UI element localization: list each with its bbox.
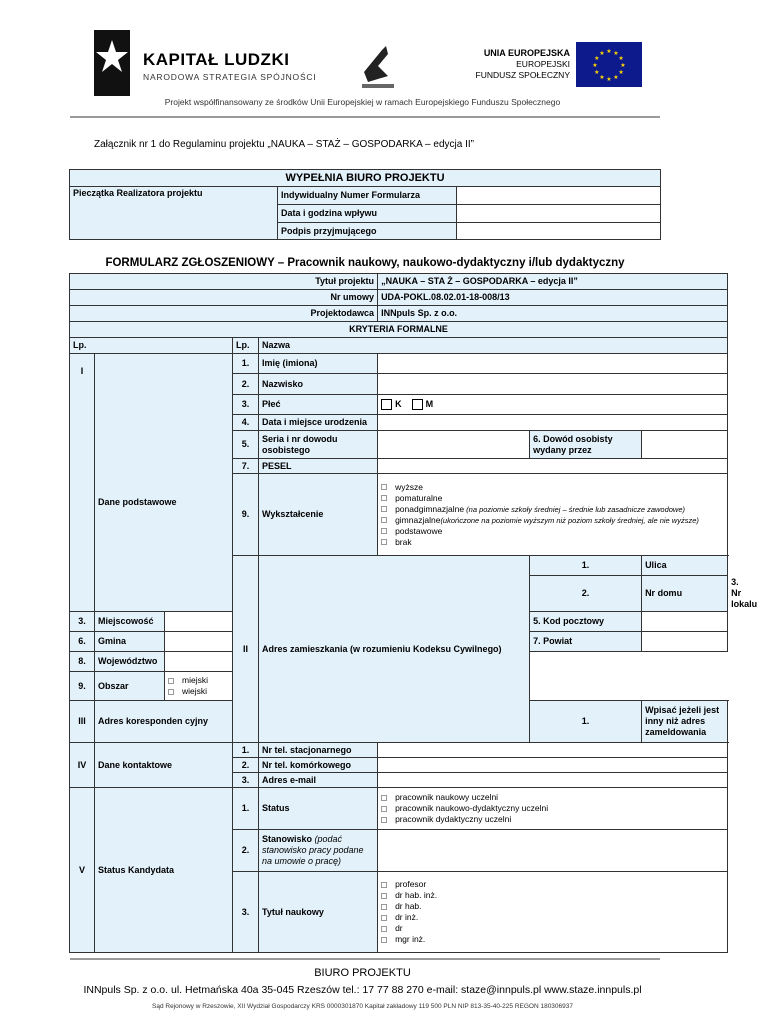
row-number: 1. — [530, 556, 642, 576]
checkbox-icon — [381, 904, 387, 910]
eu-star-icon: ★ — [594, 56, 600, 62]
voivodeship-label: Województwo — [95, 652, 165, 672]
id-series-label: Seria i nr dowodu osobistego — [259, 431, 378, 459]
row-number: 9. — [70, 672, 95, 701]
phone-label: Nr tel. stacjonarnego — [259, 743, 378, 758]
eu-star-icon: ★ — [618, 56, 624, 62]
row-number: 9. — [233, 474, 259, 556]
row-number: 1. — [233, 788, 259, 830]
criteria-header: KRYTERIA FORMALNE — [70, 322, 728, 338]
checkbox-icon — [381, 915, 387, 921]
status-option[interactable]: pracownik naukowy uczelni — [381, 792, 724, 803]
status-option[interactable]: pracownik dydaktyczny uczelni — [381, 814, 724, 825]
office-row-label: Data i godzina wpływu — [278, 205, 457, 223]
form-title: FORMULARZ ZGŁOSZENIOWY – Pracownik naukowy, naukowo-dydaktyczny i/lub dydaktyczny — [105, 257, 625, 269]
row-number: 3. — [70, 612, 95, 632]
section-label-basic-data: Dane podstawowe — [95, 354, 233, 612]
section-label-corr-address: Adres koresponden cyjny — [95, 701, 233, 743]
column-header-name: Nazwa — [259, 338, 728, 354]
section-label-contact: Dane kontaktowe — [95, 743, 233, 788]
area-options — [165, 672, 378, 701]
office-box — [69, 169, 661, 240]
sex-k-label: K — [395, 398, 402, 409]
commune-field[interactable] — [165, 632, 233, 652]
nss-logo-icon — [358, 42, 398, 90]
county-field[interactable] — [642, 632, 728, 652]
eu-star-icon: ★ — [613, 75, 619, 82]
education-option[interactable]: ponadgimnazjalne (na poziomie szkoły średniej – średnie lub zasadnicze zawodowe) — [381, 504, 724, 515]
eu-flag-icon — [576, 42, 642, 87]
mobile-label: Nr tel. komórkowego — [259, 758, 378, 773]
checkbox-icon — [168, 678, 174, 684]
section-number: V — [70, 788, 95, 953]
checkbox-icon — [381, 528, 387, 534]
row-number: 2. — [530, 576, 642, 612]
street-label: Ulica — [642, 556, 728, 576]
section-label-status: Status Kandydata — [95, 788, 233, 953]
degree-option[interactable]: mgr inż. — [381, 934, 724, 945]
row-number: 1. — [530, 701, 642, 743]
birth-label: Data i miejsce urodzenia — [259, 415, 378, 431]
checkbox-icon — [381, 506, 387, 512]
checkbox-icon — [381, 517, 387, 523]
logo-subtitle: NARODOWA STRATEGIA SPÓJNOŚCI — [143, 72, 317, 82]
sex-field — [378, 395, 728, 415]
row-number: 8. — [70, 652, 95, 672]
area-option[interactable]: miejski — [168, 675, 375, 686]
pesel-field[interactable] — [378, 459, 728, 474]
first-name-label: Imię (imiona) — [259, 354, 378, 374]
provider-label: Projektodawca — [70, 306, 378, 322]
row-number: 2. — [233, 758, 259, 773]
row-number: 6. — [70, 632, 95, 652]
education-options — [378, 474, 728, 556]
stamp-label: Pieczątka Realizatora projektu — [70, 187, 278, 240]
office-row-label: Podpis przyjmującego — [278, 223, 457, 240]
row-number: 2. — [233, 374, 259, 395]
checkbox-icon — [381, 806, 387, 812]
phone-field[interactable] — [378, 743, 728, 758]
checkbox-icon — [381, 484, 387, 490]
education-label: Wykształcenie — [259, 474, 378, 556]
degree-option[interactable]: dr — [381, 923, 724, 934]
form-number-field[interactable] — [457, 187, 661, 205]
id-issued-field[interactable] — [642, 431, 728, 459]
sex-k-checkbox[interactable] — [381, 399, 392, 410]
degree-label: Tytuł naukowy — [259, 872, 378, 953]
id-issued-label: 6. Dowód osobisty wydany przez — [530, 431, 642, 459]
voivodeship-field[interactable] — [165, 652, 378, 672]
cofinancing-note: Projekt współfinansowany ze środków Unii Europejskiej w ramach Europejskiego Funduszu Społecznego — [164, 97, 561, 107]
checkbox-icon — [381, 937, 387, 943]
corr-address-label: Wpisać jeżeli jest inny niż adres zameldowania — [642, 701, 728, 743]
checkbox-icon — [381, 882, 387, 888]
eu-star-icon: ★ — [599, 50, 605, 57]
checkbox-icon — [381, 817, 387, 823]
row-number: 3. — [233, 395, 259, 415]
section-number: IV — [70, 743, 95, 788]
row-number: 4. — [233, 415, 259, 431]
footer-office: BIURO PROJEKTU — [314, 967, 411, 979]
checkbox-icon — [381, 795, 387, 801]
city-label: Miejscowość — [95, 612, 165, 632]
eu-star-icon: ★ — [620, 63, 626, 69]
id-series-field[interactable] — [378, 431, 530, 459]
status-options — [378, 788, 728, 830]
county-label: 7. Powiat — [530, 632, 642, 652]
degree-option[interactable]: dr hab. — [381, 901, 724, 912]
eu-star-icon: ★ — [592, 63, 598, 69]
receipt-date-field[interactable] — [457, 205, 661, 223]
last-name-label: Nazwisko — [259, 374, 378, 395]
kapital-ludzki-logo-icon — [94, 30, 130, 96]
house-no-label: Nr domu — [642, 576, 728, 612]
row-number: 2. — [233, 830, 259, 872]
eu-star-icon: ★ — [618, 70, 624, 76]
education-option[interactable]: brak — [381, 537, 724, 548]
office-box-title: WYPEŁNIA BIURO PROJEKTU — [70, 170, 661, 187]
row-number: 3. — [233, 872, 259, 953]
commune-label: Gmina — [95, 632, 165, 652]
footer-registry: Sąd Rejonowy w Rzeszowie, XII Wydział Gospodarczy KRS 0000301870 Kapitał zakładowy 119 500 PLN NIP 813-35-40-225 REGON 180306937 — [152, 1003, 573, 1010]
city-field[interactable] — [165, 612, 233, 632]
area-option[interactable]: wiejski — [168, 686, 375, 697]
education-option[interactable]: gimnazjalne(ukończone na poziomie wyższym niż poziom szkoły średniej, ale nie wyższe) — [381, 515, 724, 526]
project-title-value: „NAUKA – STA Ż – GOSPODARKA – edycja II” — [378, 274, 728, 290]
postcode-label: 5. Kod pocztowy — [530, 612, 642, 632]
eu-text: UNIA EUROPEJSKA EUROPEJSKI FUNDUSZ SPOŁECZNY — [475, 48, 570, 80]
project-title-label: Tytuł projektu — [70, 274, 378, 290]
row-number: 3. — [233, 773, 259, 788]
row-number: 5. — [233, 431, 259, 459]
receiver-signature-field[interactable] — [457, 223, 661, 240]
degree-option[interactable]: dr hab. inż. — [381, 890, 724, 901]
eu-star-icon: ★ — [599, 75, 605, 82]
section-number: I — [70, 354, 95, 612]
pesel-label: PESEL — [259, 459, 378, 474]
education-option[interactable]: wyższe — [381, 482, 724, 493]
eu-star-icon: ★ — [606, 77, 612, 83]
checkbox-icon — [381, 926, 387, 932]
checkbox-icon — [381, 893, 387, 899]
status-option[interactable]: pracownik naukowo-dydaktyczny uczelni — [381, 803, 724, 814]
degree-options — [378, 872, 728, 953]
row-number: 1. — [233, 354, 259, 374]
row-number: 1. — [233, 743, 259, 758]
agreement-label: Nr umowy — [70, 290, 378, 306]
checkbox-icon — [381, 539, 387, 545]
eu-star-icon: ★ — [613, 50, 619, 57]
sex-m-checkbox[interactable] — [412, 399, 423, 410]
section-number: II — [233, 556, 259, 743]
checkbox-icon — [381, 495, 387, 501]
attachment-note: Załącznik nr 1 do Regulaminu projektu „NAUKA – STAŻ – GOSPODARKA – edycja II” — [94, 139, 474, 150]
area-label: Obszar — [95, 672, 165, 701]
position-field[interactable] — [378, 830, 728, 872]
eu-star-icon: ★ — [606, 49, 612, 55]
footer-divider — [70, 958, 660, 960]
row-number: 7. — [233, 459, 259, 474]
sex-label: Płeć — [259, 395, 378, 415]
footer-address: INNpuls Sp. z o.o. ul. Hetmańska 40a 35-045 Rzeszów tel.: 17 77 88 270 e-mail: staze@innpuls.pl www.staze.innpuls.pl — [83, 984, 642, 996]
eu-star-icon: ★ — [594, 70, 600, 76]
agreement-value: UDA-POKL.08.02.01-18-008/13 — [378, 290, 728, 306]
office-row-label: Indywidualny Numer Formularza — [278, 187, 457, 205]
section-number: III — [70, 701, 95, 743]
degree-option[interactable]: profesor — [381, 879, 724, 890]
sex-m-label: M — [425, 398, 434, 409]
education-option[interactable]: pomaturalne — [381, 493, 724, 504]
education-option[interactable]: podstawowe — [381, 526, 724, 537]
birth-field[interactable] — [378, 415, 728, 431]
postcode-field[interactable] — [642, 612, 728, 632]
first-name-field[interactable] — [378, 354, 728, 374]
application-form: Tytuł projektu „NAUKA – STA Ż – GOSPODARKA – edycja II” Nr umowy UDA-POKL.08.02.01-18-008/13 Projektodawca INNpuls Sp. z o.o. KRYTERIA FORMALNE Lp. Lp. Nazwa I Dane podstawowe 1. Imię (imiona) 2. Nazwisko 3. Płeć K M 4. Data i miejsce urodzenia 5. Seria i nr dowodu osobistego 6. Dowód osobisty wydany przez 7. PESEL 9. Wykształcenie wyższe pomaturalne ponadgimnazjalne (na poziomie szkoły średniej – średnie lub zasadnicze zawodowe) gimnazjalne(ukończone na poziomie wyższym niż poziom szkoły średniej, ale nie wyższe) podstawowe brak II Adres zamieszkania (w rozumieniu Kodeksu Cywilnego) 1. Ulica 2. Nr domu 3. Nr lokalu 3. Miejscowość 5. Kod pocztowy 6. Gmina 7. Powiat 8. Województwo 9. Obszar miejski wiejski III Adres koresponden cyjny 1. Wpisać jeżeli jest inny niż adres zameldowania IV Dane kontaktowe 1. Nr tel. stacjonarnego 2. Nr tel. komórkowego 3. Adres e-mail V Status Kandydata 1. Status pracownik naukowy uczelni pracownik naukowo-dydaktyczny uczelni pracownik dydaktyczny uczelni 2. Stanowisko (podać stanowisko pracy podane na umowie o pracę) 3. Tytuł naukowy profesor dr hab. inż. dr hab. dr inż. dr mgr inż. — [69, 273, 728, 953]
logo-title: KAPITAŁ LUDZKI — [143, 50, 290, 69]
mobile-field[interactable] — [378, 758, 728, 773]
email-label: Adres e-mail — [259, 773, 378, 788]
column-header-lp2: Lp. — [233, 338, 259, 354]
last-name-field[interactable] — [378, 374, 728, 395]
status-label: Status — [259, 788, 378, 830]
section-label-address: Adres zamieszkania (w rozumieniu Kodeksu Cywilnego) — [259, 556, 530, 743]
header-divider — [70, 116, 660, 118]
provider-value: INNpuls Sp. z o.o. — [378, 306, 728, 322]
column-header-lp: Lp. — [70, 338, 233, 354]
position-label: Stanowisko (podać stanowisko pracy podane na umowie o pracę) — [259, 830, 378, 872]
degree-option[interactable]: dr inż. — [381, 912, 724, 923]
checkbox-icon — [168, 689, 174, 695]
email-field[interactable] — [378, 773, 728, 788]
